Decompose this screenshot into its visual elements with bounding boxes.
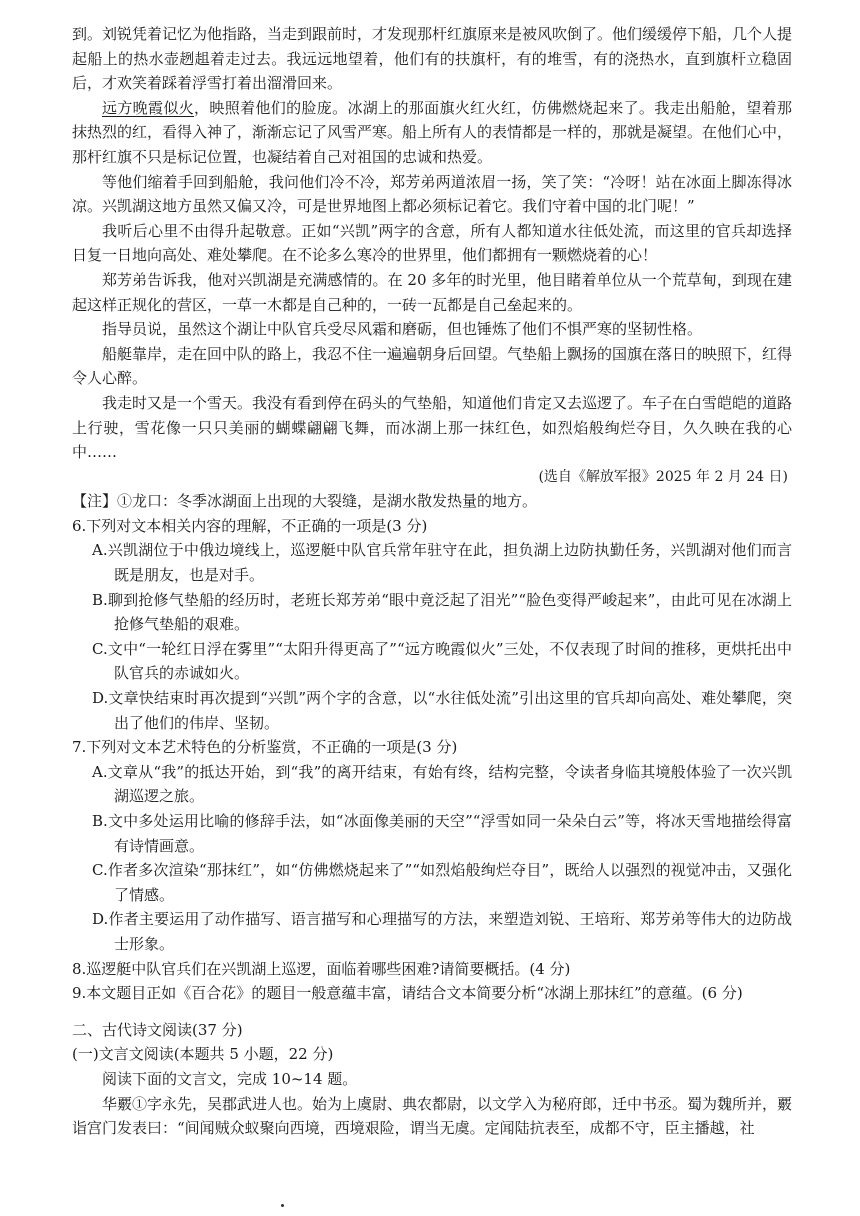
question-stem: 7.下列对文本艺术特色的分析鉴赏，不正确的一项是(3 分) [72,738,458,757]
source-citation: (选自《解放军报》2025 年 2 月 24 日) [538,468,788,485]
paragraph: 指导员说，虽然这个湖让中队官兵受尽风霜和磨砺，但也锤炼了他们不惧严寒的坚韧性格。 [102,320,703,339]
classical-passage: 华覈①字永先，吴郡武进人也。始为上虞尉、典农都尉，以文学入为秘府郎，迁中书丞。蜀为魏所并，覈诣宫门发表曰：“间闻贼众蚁聚向西境，西境艰险，谓当无虞。定闻陆抗表至，成都不守，臣主播越，社 [72,1094,793,1138]
paragraph: 我听后心里不由得升起敬意。正如“兴凯”两字的含意，所有人都知道水往低处流，而这里的官兵却选择日复一日地向高处、难处攀爬。在不论多么寒冷的世界里，他们都拥有一颗燃烧着的心！ [72,221,792,265]
paragraph: 船艇靠岸，走在回中队的路上，我忍不住一遍遍朝身后回望。气垫船上飘扬的国旗在落日的映照下，红得令人心醉。 [72,344,793,388]
question-stem: 6.下列对文本相关内容的理解，不正确的一项是(3 分) [72,516,428,535]
document-page [72,22,792,1141]
question-option: D.作者主要运用了动作描写、语言描写和心理描写的方法，来塑造刘锐、王培珩、郑芳弟等伟大的边防战士形象。 [92,910,792,953]
question-option: D.文章快结束时再次提到“兴凯”两个字的含意，以“水往低处流”引出这里的官兵却向高处、难处攀爬，突出了他们的伟岸、坚韧。 [92,689,792,732]
section-heading: 二、古代诗文阅读(37 分) [72,1020,243,1039]
question-option: C.作者多次渲染“那抹红”，如“仿佛燃烧起来了”“如烈焰般绚烂夺目”，既给人以强烈的视觉冲击，又强化了情感。 [92,861,792,904]
subsection-heading: (一)文言文阅读(本题共 5 小题，22 分) [72,1045,334,1064]
paragraph [72,96,792,170]
question-option: A.兴凯湖位于中俄边境线上，巡逻艇中队官兵常年驻守在此，担负湖上边防执勤任务，兴凯湖对他们而言既是朋友，也是对手。 [92,541,792,585]
emphasis-dot [281,1204,284,1207]
question-option: C.文中“一轮红日浮在雾里”“太阳升得更高了”“远方晚霞似火”三处，不仅表现了时间的推移，更烘托出中队官兵的赤诚如火。 [92,639,792,683]
paragraph: 到。刘锐凭着记忆为他指路，当走到跟前时，才发现那杆红旗原来是被风吹倒了。他们缓缓停下船，几个人提起船上的热水壶趔趄着走过去。我远远地望着，他们有的扶旗杆，有的堆雪，有的浇热水，直到旗杆立稳固后，才欢笑着踩着浮雪打着出溜滑回来。 [72,25,793,93]
question-option: A.文章从“我”的抵达开始，到“我”的离开结束，有始有终，结构完整，令读者身临其境般体验了一次兴凯湖巡逻之旅。 [92,762,792,806]
instruction: 阅读下面的文言文，完成 10~14 题。 [102,1069,358,1088]
footnote: 【注】①龙口：冬季冰湖面上出现的大裂缝，是湖水散发热量的地方。 [72,492,538,511]
paragraph: 郑芳弟告诉我，他对兴凯湖是充满感情的。在 20 多年的时光里，他目睹着单位从一个荒草甸，到现在建起这样正规化的营区，一草一木都是自己种的，一砖一瓦都是自己垒起来的。 [72,270,792,314]
question-stem: 9.本文题目正如《百合花》的题目一般意蕴丰富，请结合文本简要分析“冰湖上那抹红”的意蕴。(6 分) [72,984,743,1003]
question-option: B.文中多处运用比喻的修辞手法，如“冰面像美丽的天空”“浮雪如同一朵朵白云”等，将冰天雪地描绘得富有诗情画意。 [92,812,792,855]
underlined-phrase: 远方晚霞似火 [102,98,195,117]
paragraph: 我走时又是一个雪天。我没有看到停在码头的气垫船，知道他们肯定又去巡逻了。车子在白雪皑皑的道路上行驶，雪花像一只只美丽的蝴蝶翩翩飞舞，而冰湖上那一抹红色，如烈焰般绚烂夺目，久久映在我的心中…… [72,393,793,462]
question-option: B.聊到抢修气垫船的经历时，老班长郑芳弟“眼中竟泛起了泪光”“脸色变得严峻起来”，由此可见在冰湖上抢修气垫船的艰难。 [92,590,792,634]
paragraph-text: ，映照着他们的脸庞。冰湖上的那面旗火红火红，仿佛燃烧起来了。我走出船舱，望着那抹热烈的红，看得入神了，渐渐忘记了风雪严寒。船上所有人的表情都是一样的，那就是凝望。在他们心中，那杆红旗不只是标记位置，也凝结着自己对祖国的忠诚和热爱。 [72,98,793,166]
question-stem: 8.巡逻艇中队官兵们在兴凯湖上巡逻，面临着哪些困难?请简要概括。(4 分) [72,959,571,978]
paragraph: 等他们缩着手回到船舱，我问他们冷不冷，郑芳弟两道浓眉一扬，笑了笑：“冷呀！站在冰面上脚冻得冰凉。兴凯湖这地方虽然又偏又冷，可是世界地图上都必须标记着它。我们守着中国的北门呢！” [72,172,792,216]
